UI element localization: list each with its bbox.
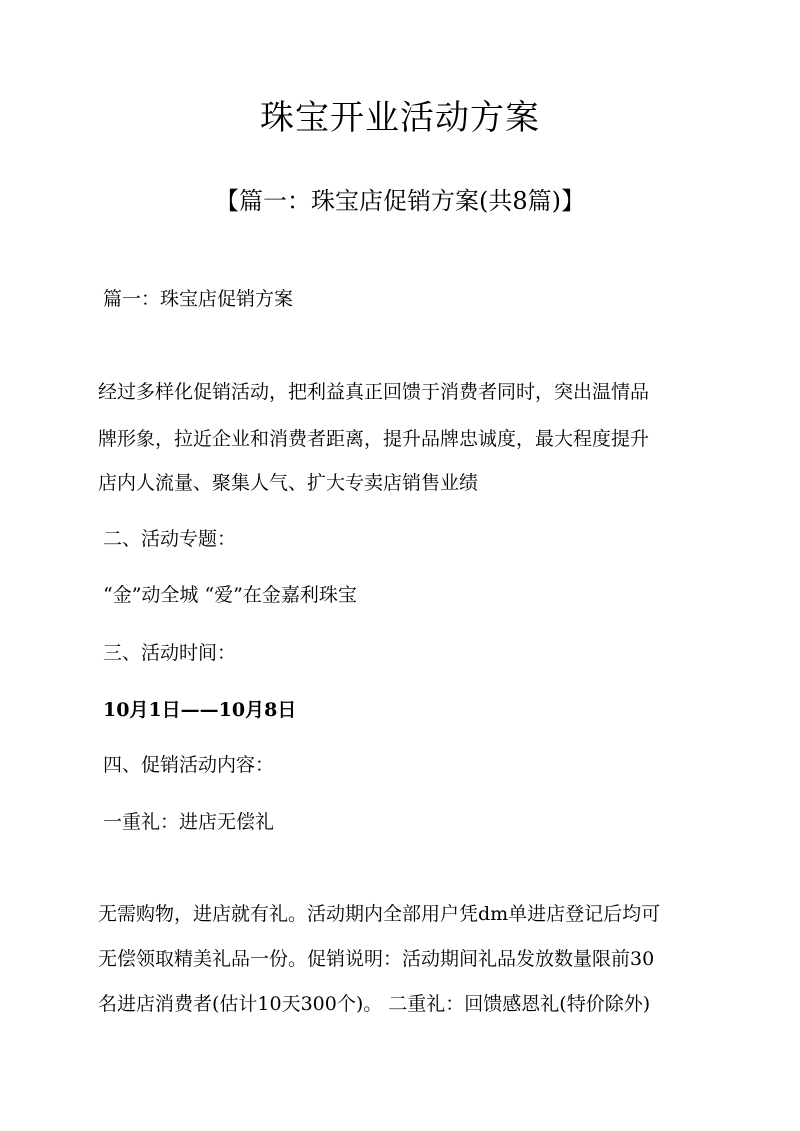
topic-text: “金”动全城 “爱”在金嘉利珠宝 bbox=[103, 584, 357, 606]
intro-line-3: 店内人流量、聚集人气、扩大专卖店销售业绩 bbox=[98, 472, 479, 494]
gift-line-3: 名进店消费者(估计10天300个)。 二重礼：回馈感恩礼(特价除外) bbox=[98, 993, 651, 1015]
topic-heading: 二、活动专题： bbox=[103, 528, 237, 550]
time-text: 10月1日——10月8日 bbox=[103, 699, 297, 721]
intro-line-1: 经过多样化促销活动，把利益真正回馈于消费者同时，突出温情品 bbox=[98, 381, 650, 403]
gift-line-2: 无偿领取精美礼品一份。促销说明：活动期间礼品发放数量限前30 bbox=[98, 948, 655, 970]
content-heading: 四、促销活动内容： bbox=[103, 754, 275, 776]
gift-line-1: 无需购物，进店就有礼。活动期内全部用户凭dm单进店登记后均可 bbox=[98, 903, 661, 925]
section-heading: 篇一：珠宝店促销方案 bbox=[103, 288, 294, 310]
document-subtitle: 【篇一：珠宝店促销方案(共8篇)】 bbox=[215, 187, 585, 215]
time-heading: 三、活动时间： bbox=[103, 642, 237, 664]
gift-one-heading: 一重礼：进店无偿礼 bbox=[103, 811, 275, 833]
intro-line-2: 牌形象，拉近企业和消费者距离，提升品牌忠诚度，最大程度提升 bbox=[98, 428, 650, 450]
document-title: 珠宝开业活动方案 bbox=[260, 98, 540, 138]
